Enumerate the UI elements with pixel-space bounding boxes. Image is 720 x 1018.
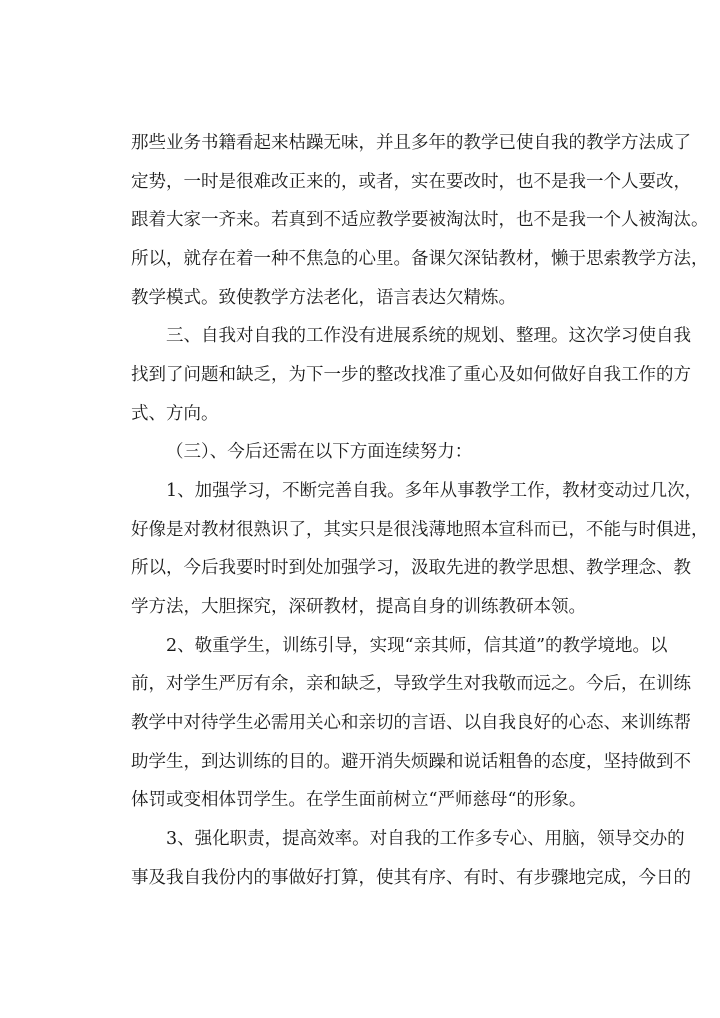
section-heading: （三）、今后还需在以下方面连续努力： [166, 442, 473, 462]
text-line: 所以，就存在着一种不焦急的心里。备课欠深钻教材，懒于思索教学方法， [131, 249, 709, 269]
text-line: 前，对学生严厉有余，亲和缺乏，导致学生对我敬而远之。今后，在训练 [131, 674, 691, 694]
text-line: 三、自我对自我的工作没有进展系统的规划、整理。这次学习使自我 [166, 326, 691, 346]
text-line: 找到了问题和缺乏，为下一步的整改找准了重心及如何做好自我工作的方 [131, 365, 691, 385]
text-line: 3、强化职责，提高效率。对自我的工作多专心、用脑，领导交办的 [166, 829, 685, 849]
text-line: 1、加强学习，不断完善自我。多年从事教学工作，教材变动过几次， [166, 481, 703, 501]
text-line: 事及我自我份内的事做好打算，使其有序、有时、有步骤地完成，今日的 [131, 868, 691, 888]
text-line: 那些业务书籍看起来枯躁无味，并且多年的教学已使自我的教学方法成了 [131, 133, 691, 153]
text-line: 学方法，大胆探究，深研教材，提高自身的训练教研本领。 [131, 597, 586, 617]
text-line: 跟着大家一齐来。若真到不适应教学要被淘汰时，也不是我一个人被淘汰。 [131, 210, 709, 230]
text-line: 所以，今后我要时时到处加强学习，汲取先进的教学思想、教学理念、教 [131, 558, 691, 578]
text-line: 助学生，到达训练的目的。避开消失烦躁和说话粗鲁的态度，坚持做到不 [131, 752, 691, 772]
text-line: 教学中对待学生必需用关心和亲切的言语、以自我良好的心态、来训练帮 [131, 713, 691, 733]
text-line: 体罚或变相体罚学生。在学生面前树立“严师慈母“的形象。 [131, 790, 587, 810]
text-line: 定势，一时是很难改正来的，或者，实在要改时，也不是我一个人要改， [131, 172, 691, 192]
text-line: 教学模式。致使教学方法老化，语言表达欠精炼。 [131, 288, 516, 308]
text-line: 式、方向。 [131, 404, 219, 424]
text-line: 2、敬重学生，训练引导，实现“亲其师，信其道”的教学境地。以 [166, 636, 668, 656]
text-line: 好像是对教材很熟识了，其实只是很浅薄地照本宣科而已，不能与时俱进， [131, 520, 709, 540]
